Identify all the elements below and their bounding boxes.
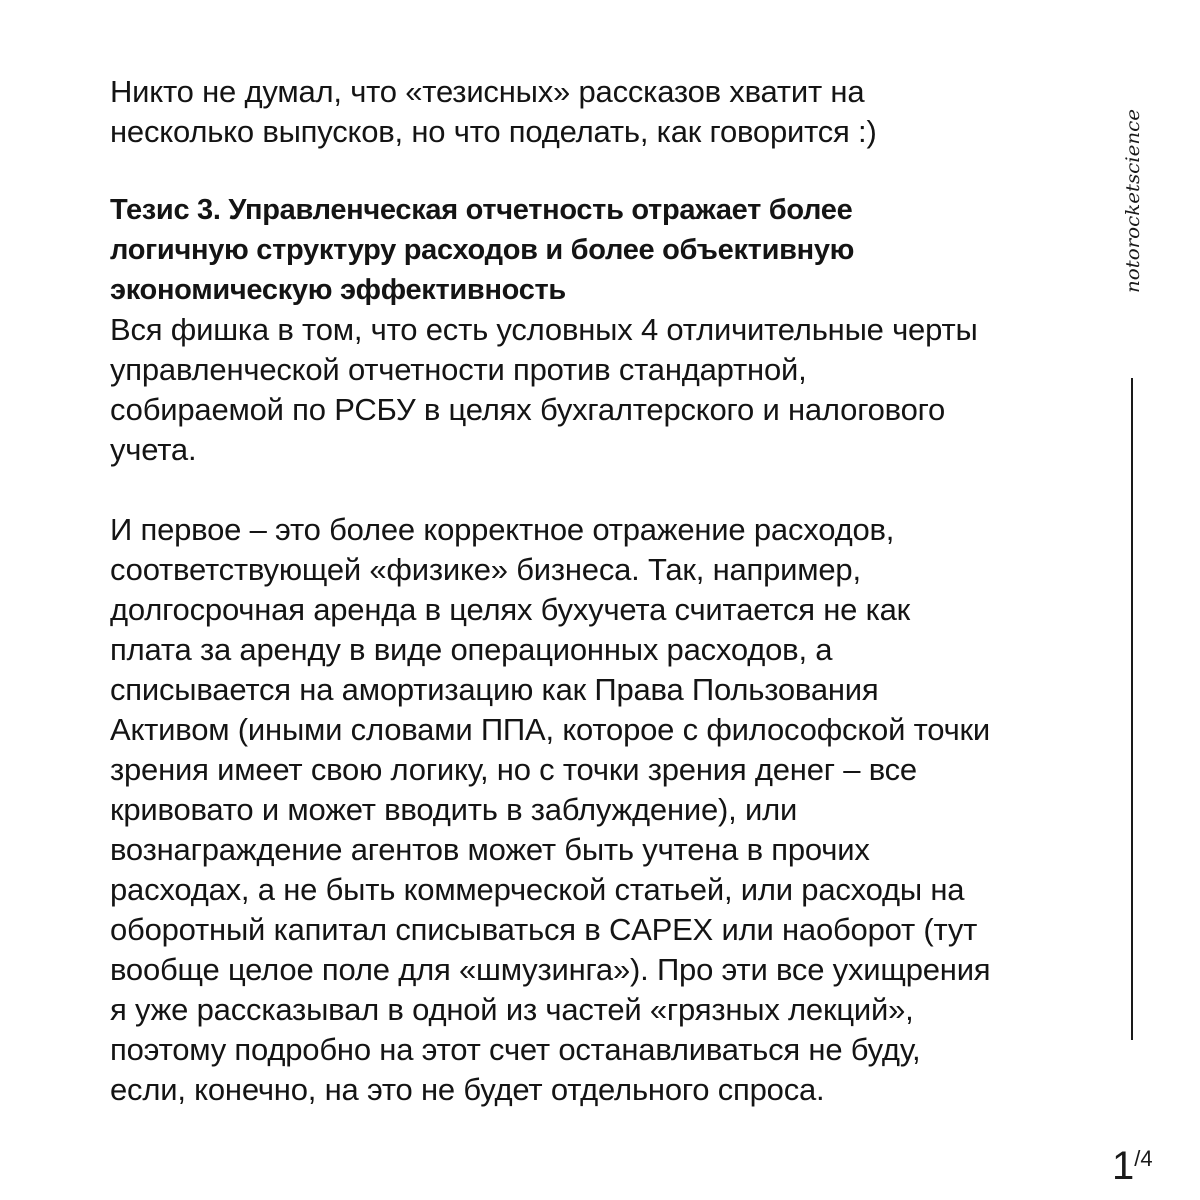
brand-text: notorocketscience — [1122, 116, 1144, 293]
post-content — [110, 72, 1070, 1110]
text-line: долгосрочная аренда в целях бухучета считается не как — [110, 592, 911, 627]
text-line: собираемой по РСБУ в целях бухгалтерского и налогового — [110, 392, 946, 427]
text-line: несколько выпусков, но что поделать, как говорится :) — [110, 114, 877, 149]
thesis-heading — [110, 190, 1070, 310]
thesis-body — [110, 310, 1070, 470]
text-line: Вся фишка в том, что есть условных 4 отличительные черты — [110, 312, 978, 347]
text-line: поэтому подробно на этот счет останавливаться не буду, — [110, 1032, 921, 1067]
text-line: плата за аренду в виде операционных расходов, а — [110, 632, 833, 667]
page-current: 1 — [1112, 1144, 1135, 1188]
text-line: вознаграждение агентов может быть учтена в прочих — [110, 832, 870, 867]
text-line: если, конечно, на это не будет отдельного спроса. — [110, 1072, 825, 1107]
text-line: Никто не думал, что «тезисных» рассказов хватит на — [110, 74, 865, 109]
intro-paragraph — [110, 72, 1070, 152]
text-line: кривовато и может вводить в заблуждение), или — [110, 792, 798, 827]
text-line: вообще целое поле для «шмузинга»). Про эти все ухищрения — [110, 952, 991, 987]
text-line: управленческой отчетности против стандартной, — [110, 352, 807, 387]
text-line: Активом (иными словами ППА, которое с философской точки — [110, 712, 991, 747]
text-line: списывается на амортизацию как Права Пользования — [110, 672, 879, 707]
page-indicator — [1112, 1146, 1153, 1186]
vertical-divider — [1131, 378, 1133, 1040]
text-line: зрения имеет свою логику, но с точки зрения денег – все — [110, 752, 917, 787]
text-line: оборотный капитал списываться в CAPEX или наоборот (тут — [110, 912, 978, 947]
main-paragraph — [110, 510, 1070, 1110]
heading-line: Тезис 3. Управленческая отчетность отражает более — [110, 194, 853, 226]
text-line: расходах, а не быть коммерческой статьей, или расходы на — [110, 872, 965, 907]
brand-logo — [1108, 105, 1158, 295]
heading-line: логичную структуру расходов и более объективную — [110, 234, 855, 266]
text-line: соответствующей «физике» бизнеса. Так, например, — [110, 552, 861, 587]
text-line: И первое – это более корректное отражение расходов, — [110, 512, 895, 547]
text-line: учета. — [110, 432, 197, 467]
heading-line: экономическую эффективность — [110, 274, 566, 306]
page-total: /4 — [1134, 1146, 1153, 1171]
text-line: я уже рассказывал в одной из частей «грязных лекций», — [110, 992, 914, 1027]
